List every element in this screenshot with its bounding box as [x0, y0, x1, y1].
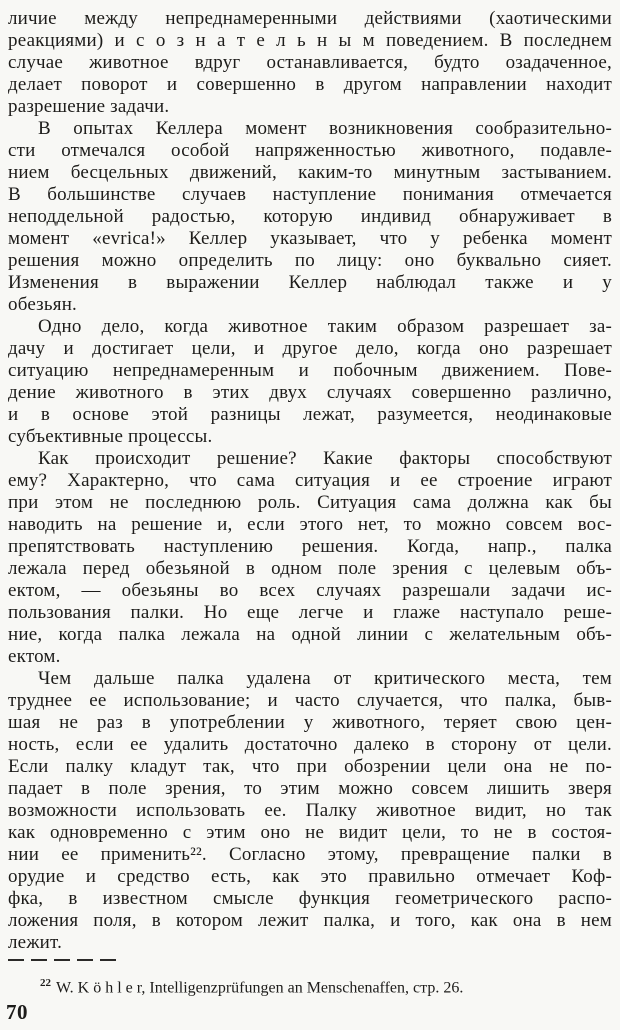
text-line: ние, когда палка лежала на одной линии с желательным объ- — [8, 624, 612, 645]
footnote-text: W. K ö h l e r, Intelligenzprüfungen an Menschenaffen, стр. 26. — [56, 979, 464, 997]
text-line: субъективные процессы. — [8, 426, 213, 447]
footnote-separator — [8, 959, 120, 961]
text-line: препятствовать наступлению решения. Когда, напр., палка — [8, 536, 612, 557]
text-line: пользования палки. Но еще легче и глаже наступало реше- — [8, 602, 612, 623]
text-line: Как происходит решение? Какие факторы способствуют — [38, 448, 612, 469]
text-line: Одно дело, когда животное таким образом разрешает за- — [38, 316, 612, 337]
text-line: В большинстве случаев наступление понимания отмечается — [8, 184, 612, 205]
text-line: ектом, — обезьяны во всех случаях разрешали задачи ис- — [8, 580, 612, 601]
text-line: шая не раз в употреблении у животного, теряет свою цен- — [8, 712, 612, 733]
text-line: ему? Характерно, что сама ситуация и ее строение играют — [8, 470, 612, 491]
text-line: ность, если ее удалить достаточно далеко в сторону от цели. — [8, 734, 612, 755]
text-line: решения можно определить по лицу: оно буквально сияет. — [8, 250, 612, 271]
text-line: В опытах Келлера момент возникновения сообразительно- — [38, 118, 612, 139]
text-line: орудие и средство есть, как это правильно отмечает Коф- — [8, 866, 612, 887]
text-line: как одновременно с этим оно не видит цели, то не в состоя- — [8, 822, 612, 843]
text-line: реакциями) и с о з н а т е л ь н ы м поведением. В последнем — [8, 30, 612, 51]
text-line: сти отмечался особой напряженностью животного, подавле- — [8, 140, 612, 161]
text-line: нием бесцельных движений, каким-то минутным застыванием. — [8, 162, 612, 183]
page-number: 70 — [6, 1000, 28, 1024]
text-line: дение животного в этих двух случаях совершенно различно, — [8, 382, 612, 403]
text-line: лежит. — [8, 932, 63, 953]
text-line: случае животное вдруг останавливается, будто озадаченное, — [8, 52, 612, 73]
text-line: фка, в известном смысле функция геометрического распо- — [8, 888, 612, 909]
text-line: разрешение задачи. — [8, 96, 170, 117]
text-line: ектом. — [8, 646, 61, 667]
text-line: личие между непреднамеренными действиями (хаотическими — [8, 8, 612, 29]
footnote-marker: 22 — [40, 977, 51, 989]
text-line: Чем дальше палка удалена от критического места, тем — [38, 668, 612, 689]
text-line: дачу и достигает цели, и другое дело, когда оно разрешает — [8, 338, 612, 359]
text-line: неподдельной радостью, которую индивид обнаруживает в — [8, 206, 612, 227]
text-line: ситуацию непреднамеренным и побочным движением. Пове- — [8, 360, 612, 381]
text-line: лежала перед обезьяной в одном поле зрения с целевым объ- — [8, 558, 612, 579]
footnote — [8, 973, 612, 998]
text-line: обезьян. — [8, 294, 78, 315]
text-line: при этом не последнюю роль. Ситуация сама должна как бы — [8, 492, 612, 513]
text-line: наводить на решение и, если этого нет, то можно совсем вос- — [8, 514, 612, 535]
text-line: возможности использовать ее. Палку животное видит, но так — [8, 800, 612, 821]
text-line: и в основе этой разницы лежат, разумеется, неодинаковые — [8, 404, 612, 425]
text-line: труднее ее использование; и часто случается, что палка, быв- — [8, 690, 612, 711]
text-line: делает поворот и совершенно в другом направлении находит — [8, 74, 612, 95]
text-line: ложения поля, в котором лежит палка, и того, как она в нем — [8, 910, 612, 931]
text-line: Изменения в выражении Келлер наблюдал также и у — [8, 272, 612, 293]
text-line: Если палку кладут так, что при обозрении цели она не по- — [8, 756, 612, 777]
text-line: падает в поле зрения, то этим можно совсем лишить зверя — [8, 778, 612, 799]
text-line: нии ее применить²². Согласно этому, превращение палки в — [8, 844, 612, 865]
text-line: момент «evrica!» Келлер указывает, что у ребенка момент — [8, 228, 612, 249]
